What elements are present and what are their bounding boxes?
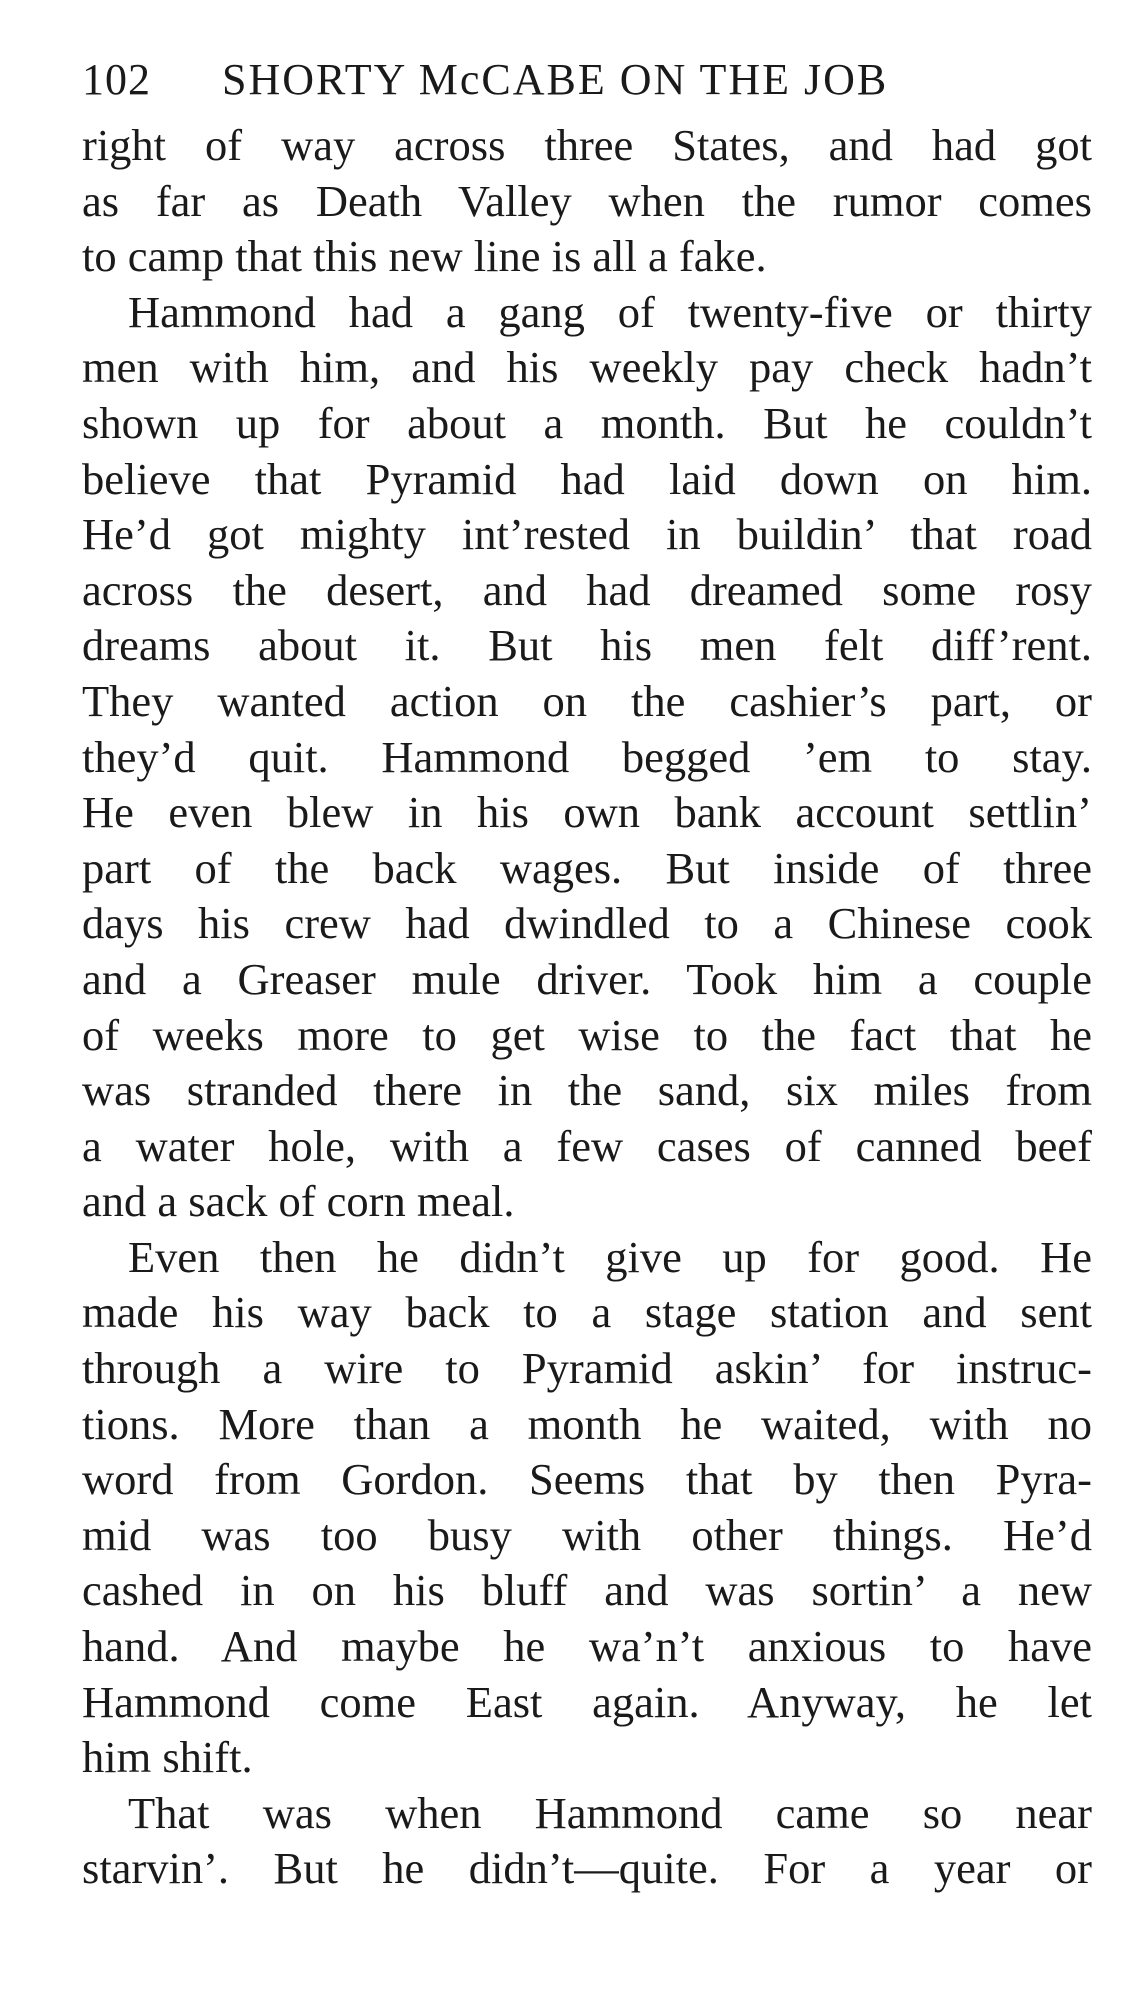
text-line: He’d got mighty int’rested in buildin’ that road <box>82 509 1092 560</box>
text-line: shown up for about a month. But he couldn’t <box>82 397 1092 448</box>
text-line: He even blew in his own bank account settlin’ <box>82 787 1092 838</box>
text-line: was stranded there in the sand, six miles from <box>82 1065 1092 1116</box>
text-line: They wanted action on the cashier’s part, or <box>82 675 1092 726</box>
text-line: they’d quit. Hammond begged ’em to stay. <box>82 731 1092 782</box>
text-line: to camp that this new line is all a fake. <box>82 231 767 282</box>
text-line: men with him, and his weekly pay check hadn’t <box>82 342 1092 393</box>
text-line: as far as Death Valley when the rumor comes <box>82 175 1092 226</box>
text-line: right of way across three States, and had got <box>82 120 1092 170</box>
text-line: dreams about it. But his men felt diff’rent. <box>82 620 1092 671</box>
running-head <box>82 50 1092 110</box>
text-line: tions. More than a month he waited, with no <box>82 1398 1092 1449</box>
text-line: across the desert, and had dreamed some rosy <box>82 564 1092 615</box>
page-number: 102 <box>82 55 151 104</box>
text-line: of weeks more to get wise to the fact that he <box>82 1009 1092 1060</box>
text-line: Hammond come East again. Anyway, he let <box>82 1676 1092 1727</box>
text-line: hand. And maybe he wa’n’t anxious to have <box>82 1621 1092 1672</box>
text-line: him shift. <box>82 1732 253 1783</box>
text-line: and a sack of corn meal. <box>82 1176 515 1227</box>
text-line: believe that Pyramid had laid down on him. <box>82 453 1092 504</box>
body-text <box>82 118 1092 1897</box>
text-line: and a Greaser mule driver. Took him a couple <box>82 953 1092 1004</box>
book-page <box>82 50 1092 1897</box>
text-line: days his crew had dwindled to a Chinese cook <box>82 898 1092 949</box>
text-line: a water hole, with a few cases of canned beef <box>82 1120 1092 1171</box>
running-title: SHORTY McCABE ON THE JOB <box>222 55 889 104</box>
text-line: part of the back wages. But inside of three <box>82 842 1092 893</box>
text-line: That was when Hammond came so near <box>128 1787 1092 1838</box>
text-line: mid was too busy with other things. He’d <box>82 1509 1092 1560</box>
text-line: word from Gordon. Seems that by then Pyra- <box>82 1454 1092 1505</box>
text-line: Even then he didn’t give up for good. He <box>128 1231 1092 1282</box>
text-line: starvin’. But he didn’t—quite. For a year or <box>82 1843 1092 1894</box>
text-line: cashed in on his bluff and was sortin’ a new <box>82 1565 1092 1616</box>
text-line: made his way back to a stage station and sent <box>82 1287 1092 1338</box>
text-line: Hammond had a gang of twenty-five or thirty <box>128 286 1092 337</box>
text-line: through a wire to Pyramid askin’ for instruc- <box>82 1343 1092 1394</box>
